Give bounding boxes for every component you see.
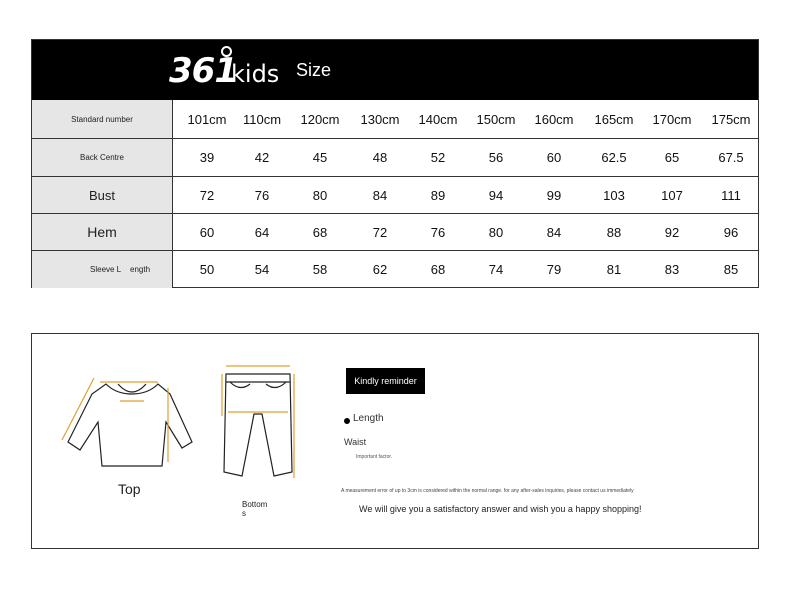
row-label-standard-number: Standard number [71,114,133,124]
row-label-bust: Bust [88,187,115,203]
size-cell: 170cm [652,111,692,127]
size-title: Size [296,60,332,80]
table-cell: 94 [488,187,504,203]
table-row-back-centre [32,138,758,176]
reminder-tag: Kindly reminder [346,368,425,394]
table-cell: 54 [254,261,270,277]
table-row-hem [32,213,758,251]
table-cell: 76 [430,224,446,240]
size-cell: 150cm [476,111,516,127]
row-label-hem: Hem [87,224,117,240]
size-cell: 101cm [187,111,227,127]
info-box [31,333,759,549]
table-cell: 111 [721,187,741,203]
table-cell: 107 [661,187,683,203]
table-cell: 80 [488,224,504,240]
table-cell: 89 [430,187,446,203]
thanks-note: We will give you a satisfactory answer and wish you a happy shopping! [359,504,642,514]
size-cell: 120cm [300,111,340,127]
table-cell: 39 [199,149,215,165]
table-cell: 79 [546,261,562,277]
table-cell: 96 [723,224,739,240]
table-cell: 64 [254,224,270,240]
table-cell: 84 [546,224,562,240]
table-cell: 68 [312,224,328,240]
table-cell: 67.5 [718,149,744,165]
table-cell: 62.5 [601,149,627,165]
table-cell: 45 [312,149,328,165]
table-cell: 76 [254,187,270,203]
brand-number: 361 [169,51,237,91]
table-cell: 85 [723,261,739,277]
top-caption: Top [118,481,141,497]
size-cell: 165cm [594,111,634,127]
table-cell: 88 [606,224,622,240]
size-cell: 110cm [242,111,282,127]
table-cell: 80 [312,187,328,203]
table-cell: 52 [430,149,446,165]
table-row-standard-number [32,100,758,138]
table-cell: 72 [372,224,388,240]
bottoms-caption-line2: s [242,509,246,518]
size-cell: 140cm [418,111,458,127]
table-row-sleeve-length [32,250,758,288]
table-cell: 58 [312,261,328,277]
table-cell: 56 [488,149,504,165]
table-cell: 81 [606,261,622,277]
size-header [32,40,758,100]
table-cell: 60 [199,224,215,240]
length-label: Length [353,413,384,424]
bullet-icon [344,418,350,424]
table-cell: 42 [254,149,270,165]
row-label-sleeve-line1: Sleeve L [90,264,122,274]
error-note: A measurement error of up to 3cm is considered within the normal range. for any after-sales inquiries, please contact us immediately [341,488,634,494]
table-cell: 84 [372,187,388,203]
size-cell: 175cm [711,111,751,127]
size-cell: 130cm [360,111,400,127]
table-cell: 65 [664,149,680,165]
bottoms-garment-illustration [220,362,300,492]
table-row-bust [32,176,758,214]
row-label-back-centre: Back Centre [79,152,125,162]
factor-label: Important factor. [356,454,393,460]
table-cell: 103 [603,187,625,203]
table-cell: 62 [372,261,388,277]
size-cell: 160cm [534,111,574,127]
size-table [31,39,759,288]
table-cell: 99 [546,187,562,203]
bottoms-caption [242,500,282,518]
brand-kids: kids [231,60,280,88]
table-cell: 48 [372,149,388,165]
table-cell: 74 [488,261,504,277]
table-cell: 60 [546,149,562,165]
top-garment-illustration [58,372,198,472]
table-cell: 72 [199,187,215,203]
table-cell: 68 [430,261,446,277]
table-cell: 50 [199,261,215,277]
table-cell: 92 [664,224,680,240]
bottoms-caption-line1: Bottom [242,500,268,509]
row-label-sleeve-line2: ength [130,264,151,274]
brand-degree-mark [221,46,232,57]
table-cell: 83 [664,261,680,277]
row-label-sleeve-length [32,250,172,288]
waist-label: Waist [344,437,367,447]
